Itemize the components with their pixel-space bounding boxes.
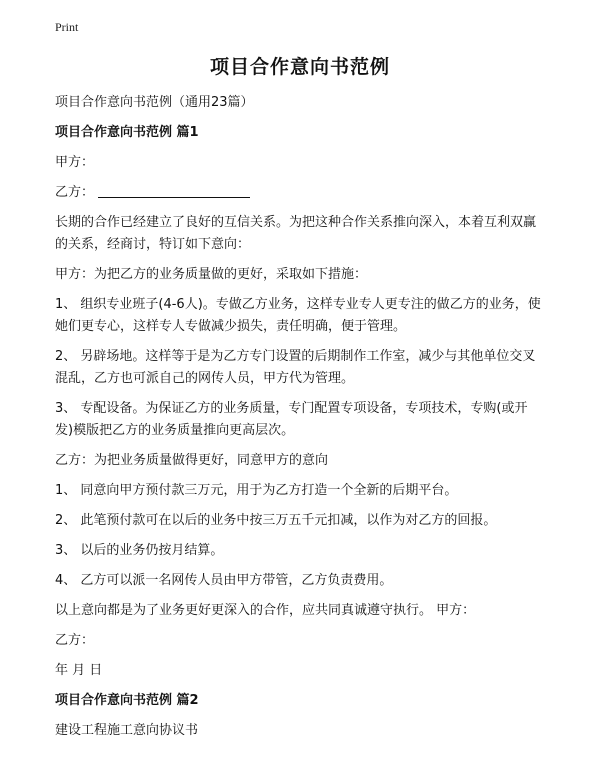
document-body <box>55 92 545 750</box>
sign-party-b: 乙方： <box>55 633 95 648</box>
closing-paragraph: 以上意向都是为了业务更好更深入的合作，应共同真诚遵守执行。 甲方： <box>55 603 476 618</box>
section-2-first-line: 建设工程施工意向协议书 <box>55 723 199 738</box>
party-a-measures: 甲方：为把乙方的业务质量做的更好，采取如下措施： <box>55 267 368 282</box>
measure-3: 3、 专配设备。为保证乙方的业务质量，专门配置专项设备，专项技术，专购(或开发)模版把乙方的业务质量推向更高层次。 <box>55 401 528 438</box>
intent-4: 4、 乙方可以派一名网传人员由甲方带管，乙方负责费用。 <box>55 573 393 588</box>
party-b-label: 乙方： <box>55 185 95 200</box>
intro-paragraph: 长期的合作已经建立了良好的互信关系。为把这种合作关系推向深入，本着互利双赢的关系，经商讨，特订如下意向： <box>55 215 537 252</box>
print-link[interactable]: Print <box>55 20 79 34</box>
intent-3: 3、 以后的业务仍按月结算。 <box>55 543 224 558</box>
section-heading-1: 项目合作意向书范例 篇1 <box>55 125 199 140</box>
document-title: 项目合作意向书范例 <box>209 56 390 78</box>
party-b-blank <box>98 183 250 198</box>
sign-date: 年 月 日 <box>55 663 103 678</box>
measure-1: 1、 组织专业班子(4-6人)。专做乙方业务，这样专业专人更专注的做乙方的业务，使她们更专心，这样专人专做减少损失，责任明确，便于管理。 <box>55 297 541 334</box>
intent-1: 1、 同意向甲方预付款三万元，用于为乙方打造一个全新的后期平台。 <box>55 483 458 498</box>
section-heading-2: 项目合作意向书范例 篇2 <box>55 693 199 708</box>
document-subtitle: 项目合作意向书范例（通用23篇） <box>55 95 254 110</box>
intent-2: 2、 此笔预付款可在以后的业务中按三万五千元扣减，以作为对乙方的回报。 <box>55 513 497 528</box>
party-b-line <box>55 182 545 204</box>
party-a-label: 甲方： <box>55 155 95 170</box>
measure-2: 2、 另辟场地。这样等于是为乙方专门设置的后期制作工作室，减少与其他单位交叉混乱，乙方也可派自己的网传人员，甲方代为管理。 <box>55 349 536 386</box>
party-b-intent: 乙方：为把业务质量做得更好，同意甲方的意向 <box>55 453 329 468</box>
